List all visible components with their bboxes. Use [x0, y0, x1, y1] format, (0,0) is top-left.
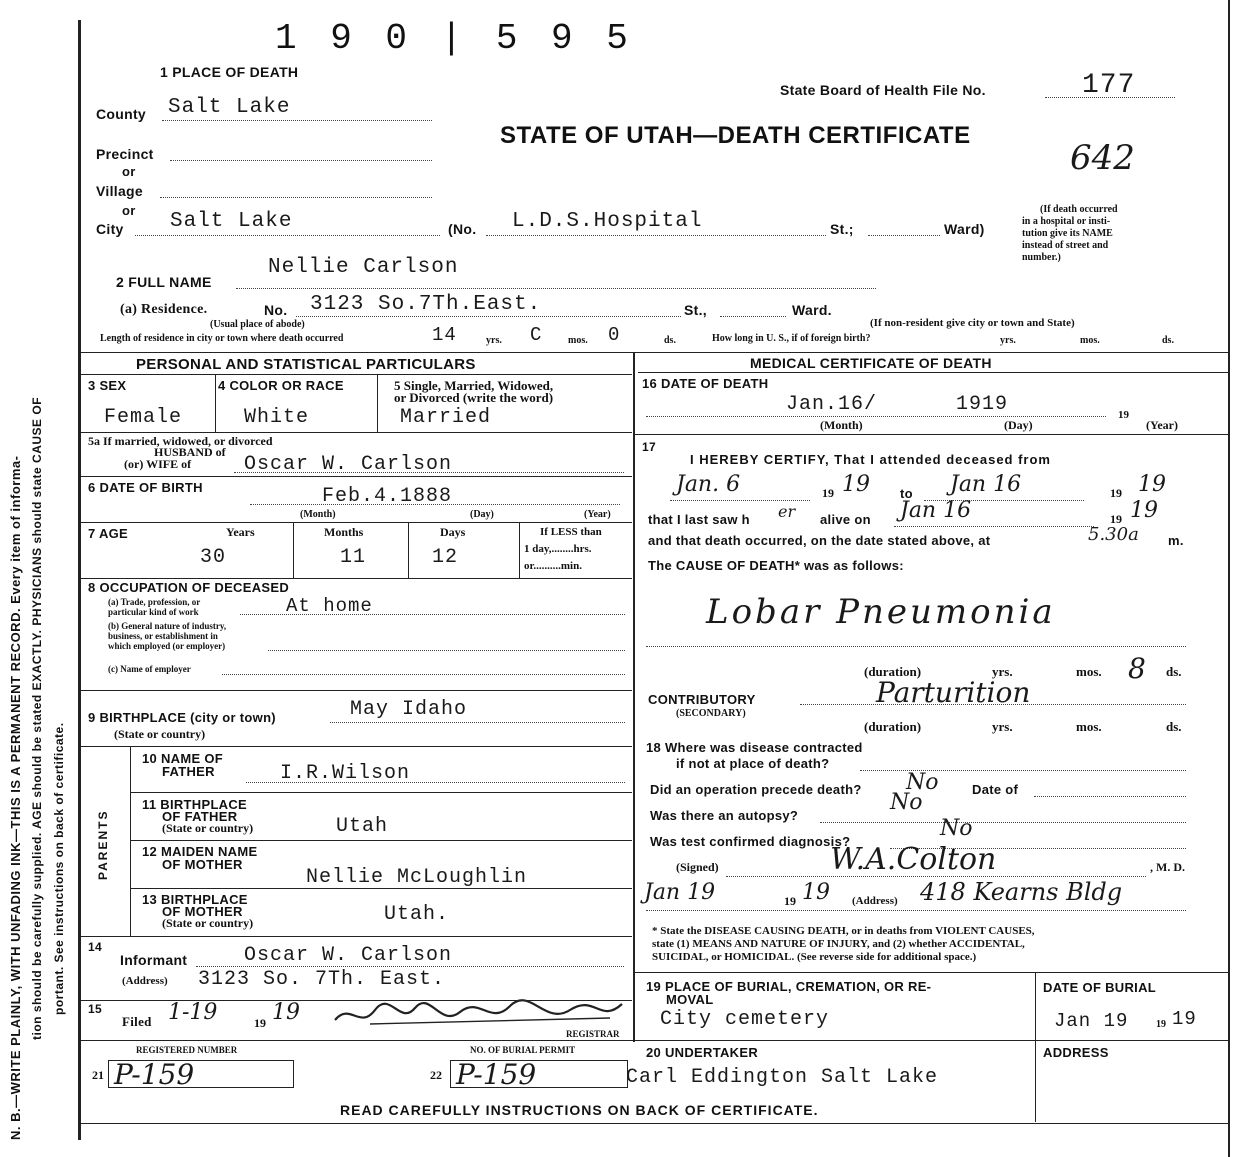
ds-label-2: ds. [1162, 335, 1174, 346]
occupation-c-label: (c) Name of employer [108, 664, 191, 674]
hospital-note-3: tution give its NAME [1022, 228, 1113, 239]
burial-date-label: DATE OF BURIAL [1043, 980, 1157, 995]
age-months-label: Months [324, 525, 364, 539]
length-residence-label: Length of residence in city or town where death occurred [100, 333, 344, 344]
occupation-b-label-1: (b) General nature of industry, [108, 621, 227, 631]
alive-on-19: 19 [1110, 512, 1122, 526]
operation-date-label: Date of [972, 782, 1019, 797]
date-of-death-year: 1919 [956, 393, 1009, 416]
birthplace-label: 9 BIRTHPLACE (city or town) [88, 710, 276, 725]
informant-address-label: (Address) [122, 975, 168, 987]
q18-label: 18 Where was disease contracted [646, 740, 863, 755]
duration-ds-1: ds. [1166, 664, 1182, 679]
occupation-a-label-1: (a) Trade, profession, or [108, 597, 201, 607]
ds-label: ds. [664, 335, 676, 346]
hospital-note-2: in a hospital or insti- [1022, 216, 1111, 227]
secondary-label: (SECONDARY) [676, 708, 746, 719]
full-name-label: 2 FULL NAME [116, 274, 212, 290]
attended-from: Jan. 6 [676, 472, 741, 497]
to-label: to [900, 486, 913, 501]
certificate-number: 1 9 0 | 5 9 5 [275, 18, 634, 59]
hospital-note-4: instead of street and [1022, 240, 1109, 251]
registrar-signature [330, 996, 630, 1032]
county-value: Salt Lake [168, 96, 291, 119]
burial-permit-value: P-159 [456, 1058, 537, 1091]
city-value: Salt Lake [170, 210, 293, 233]
duration-mos-1: mos. [1076, 664, 1102, 679]
usual-abode-label: (Usual place of abode) [210, 319, 305, 330]
spouse-value: Oscar W. Carlson [244, 453, 453, 476]
foreign-birth-label: How long in U. S., if of foreign birth? [712, 333, 871, 344]
sidebar-line-2: tion should be carefully supplied. AGE should be stated EXACTLY. PHYSICIANS should state CAUSE OF [30, 396, 44, 1040]
residence-st-label: St., [684, 302, 707, 318]
footnote-line-3: SUICIDAL, or HOMICIDAL. (See reverse side for additional space.) [652, 951, 977, 963]
bottom-border [78, 1123, 1228, 1124]
filed-number: 15 [88, 1002, 102, 1016]
operation-label: Did an operation precede death? [650, 782, 862, 797]
alive-on-year: 19 [1130, 498, 1158, 523]
right-border [1228, 0, 1230, 1157]
age-months-value: 11 [340, 546, 367, 569]
attended-to-19: 19 [1110, 486, 1122, 500]
mos-label: mos. [568, 335, 588, 346]
father-label-1: 10 NAME OF [142, 751, 224, 766]
nonresident-note: (If non-resident give city or town and State) [870, 317, 1075, 329]
registered-number-value: P-159 [114, 1058, 195, 1091]
footnote-line-1: * State the DISEASE CAUSING DEATH, or in deaths from VIOLENT CAUSES, [652, 925, 1035, 937]
residence-ward-label: Ward. [792, 302, 832, 318]
left-border [78, 20, 81, 1140]
dob-day-label: (Day) [470, 509, 494, 520]
age-label: 7 AGE [88, 526, 129, 541]
sex-value: Female [104, 406, 183, 429]
burial-place-label-2: MOVAL [666, 992, 714, 1007]
residence-days: 0 [608, 324, 621, 346]
father-value: I.R.Wilson [280, 762, 411, 785]
registered-number-field: 21 [92, 1068, 104, 1082]
md-label: , M. D. [1150, 860, 1185, 874]
residence-no-label: No. [264, 302, 288, 318]
burial-permit-label: NO. OF BURIAL PERMIT [470, 1045, 576, 1055]
filed-year-value: 19 [272, 1000, 300, 1025]
mother-birthplace-label-1: 13 BIRTHPLACE [142, 892, 248, 907]
date-of-death-value: Jan.16/ [786, 393, 878, 416]
birthplace-sub-label: (State or country) [114, 727, 206, 741]
father-birthplace-value: Utah [336, 815, 389, 838]
footer-instructions: READ CAREFULLY INSTRUCTIONS ON BACK OF CERTIFICATE. [340, 1102, 819, 1118]
file-no-value: 177 [1082, 70, 1136, 101]
spouse-label-2: HUSBAND of [154, 445, 226, 459]
color-value: White [244, 406, 310, 429]
confirm-label: Was test confirmed diagnosis? [650, 834, 851, 849]
occupation-label: 8 OCCUPATION OF DECEASED [88, 580, 290, 595]
informant-number: 14 [88, 940, 102, 954]
sign-year-value: 19 [802, 880, 830, 905]
sex-label: 3 SEX [88, 378, 127, 393]
mos-label-2: mos. [1080, 335, 1100, 346]
duration-label-2: (duration) [864, 719, 922, 734]
certify-number: 17 [642, 440, 656, 454]
mother-value: Nellie McLoughlin [306, 866, 528, 889]
last-saw-her: er [778, 502, 796, 521]
yrs-label: yrs. [486, 335, 502, 346]
mother-birthplace-label-3: (State or country) [162, 916, 254, 930]
precinct-label: Precinct [96, 146, 154, 162]
mother-birthplace-value: Utah. [384, 903, 450, 926]
file-no-label: State Board of Health File No. [780, 82, 986, 98]
age-less-label-1: If LESS than [540, 526, 602, 538]
dob-label: 6 DATE OF BIRTH [88, 480, 203, 495]
attended-from-year: 19 [842, 472, 870, 497]
contributory-value: Parturition [876, 676, 1031, 709]
marital-label-2: or Divorced (write the word) [394, 390, 554, 405]
death-occurred-label: and that death occurred, on the date stated above, at [648, 533, 991, 548]
age-years-label: Years [226, 525, 255, 539]
undertaker-label: 20 UNDERTAKER [646, 1045, 759, 1060]
county-label: County [96, 106, 147, 122]
or-label-1: or [122, 164, 136, 179]
duration-yrs-1: yrs. [992, 664, 1013, 679]
dob-month-label: (Month) [300, 509, 336, 520]
occupation-b-label-3: which employed (or employer) [108, 641, 226, 651]
spouse-label-3: (or) WIFE of [124, 457, 192, 471]
burial-place-label-1: 19 PLACE OF BURIAL, CREMATION, OR RE- [646, 979, 932, 994]
dob-value: Feb.4.1888 [322, 485, 453, 508]
footnote-line-2: state (1) MEANS AND NATURE OF INJURY, and (2) whether ACCIDENTAL, [652, 938, 1025, 950]
death-year-prefix: 19 [1118, 409, 1129, 421]
burial-year-label: 19 [1156, 1019, 1166, 1030]
informant-address-value: 3123 So. 7Th. East. [198, 968, 446, 991]
occupation-a-label-2: particular kind of work [108, 607, 199, 617]
village-label: Village [96, 183, 143, 199]
registered-number-label: REGISTERED NUMBER [136, 1045, 238, 1055]
death-month-label: (Month) [820, 418, 863, 432]
city-label: City [96, 221, 124, 237]
yrs-label-2: yrs. [1000, 335, 1016, 346]
age-less-label-3: or..........min. [524, 560, 582, 572]
birthplace-value: May Idaho [350, 698, 468, 721]
q18-sub-label: if not at place of death? [676, 756, 830, 771]
death-day-label: (Day) [1004, 418, 1033, 432]
filed-label: Filed [122, 1014, 152, 1029]
parents-side-label: PARENTS [96, 809, 110, 880]
certificate-title: STATE OF UTAH—DEATH CERTIFICATE [500, 122, 971, 149]
attended-to-year: 19 [1138, 472, 1166, 497]
duration-days-value: 8 [1128, 652, 1146, 685]
full-name-value: Nellie Carlson [268, 256, 459, 279]
dob-year-label: (Year) [584, 509, 611, 520]
date-of-death-label: 16 DATE OF DEATH [642, 376, 769, 391]
residence-label: (a) Residence. [120, 302, 208, 317]
age-years-value: 30 [200, 546, 227, 569]
spouse-label-1: 5a If married, widowed, or divorced [88, 434, 273, 448]
hospital-note-1: (If death occurred [1040, 204, 1118, 215]
filed-value: 1-19 [168, 1000, 218, 1025]
ward-label: Ward) [944, 221, 985, 237]
burial-permit-field: 22 [430, 1068, 442, 1082]
duration-ds-2: ds. [1166, 719, 1182, 734]
father-birthplace-label-1: 11 BIRTHPLACE [142, 797, 248, 812]
duration-label-1: (duration) [864, 664, 922, 679]
mother-label-2: OF MOTHER [162, 857, 243, 872]
street-label: St.; [830, 221, 854, 237]
sign-address-label: (Address) [852, 895, 898, 907]
or-label-2: or [122, 203, 136, 218]
duration-yrs-2: yrs. [992, 719, 1013, 734]
father-label-2: FATHER [162, 764, 215, 779]
hospital-value: L.D.S.Hospital [512, 210, 703, 233]
sidebar-line-1: N. B.—WRITE PLAINLY, WITH UNFADING INK—THIS IS A PERMANENT RECORD. Every item of informa- [8, 455, 23, 1140]
hospital-note-5: number.) [1022, 252, 1061, 263]
death-time-m-label: m. [1168, 533, 1184, 548]
contributory-label: CONTRIBUTORY [648, 692, 756, 707]
duration-mos-2: mos. [1076, 719, 1102, 734]
address-label: ADDRESS [1043, 1045, 1109, 1060]
residence-years: 14 [432, 324, 457, 346]
death-time: 5.30a [1088, 524, 1139, 545]
registrar-label: REGISTRAR [566, 1029, 620, 1039]
certify-text: I HEREBY CERTIFY, That I attended deceased from [690, 452, 1051, 467]
no-label: (No. [448, 221, 477, 237]
father-birthplace-label-3: (State or country) [162, 821, 254, 835]
undertaker-value: Carl Eddington Salt Lake [626, 1066, 939, 1089]
age-less-label-2: 1 day,........hrs. [524, 543, 592, 555]
mother-label-1: 12 MAIDEN NAME [142, 844, 258, 859]
sidebar-line-3: portant. See instructions on back of certificate. [52, 722, 66, 1015]
age-days-label: Days [440, 525, 466, 539]
marital-label-1: 5 Single, Married, Widowed, [394, 378, 554, 393]
place-of-death-label: 1 PLACE OF DEATH [160, 64, 299, 80]
father-birthplace-label-2: OF FATHER [162, 809, 238, 824]
cause-value: Lobar Pneumonia [706, 592, 1056, 632]
personal-section-title: PERSONAL AND STATISTICAL PARTICULARS [136, 356, 476, 373]
attended-to: Jan 16 [950, 472, 1022, 497]
signed-label: (Signed) [676, 860, 719, 874]
alive-on-value: Jan 16 [900, 498, 972, 523]
color-label: 4 COLOR OR RACE [218, 378, 344, 393]
sign-year-label: 19 [784, 894, 796, 908]
filed-year-label: 19 [254, 1016, 266, 1030]
burial-date-value: Jan 19 [1054, 1010, 1129, 1032]
burial-year-value: 19 [1172, 1008, 1197, 1030]
sign-address-value: 418 Kearns Bldg [920, 878, 1123, 906]
medical-section-title: MEDICAL CERTIFICATE OF DEATH [750, 355, 992, 371]
informant-value: Oscar W. Carlson [244, 944, 453, 967]
age-days-value: 12 [432, 546, 459, 569]
informant-label: Informant [120, 952, 188, 968]
center-divider [633, 352, 635, 1042]
last-saw-label: that I last saw h [648, 512, 750, 527]
autopsy-value: No [890, 790, 923, 815]
death-year-label: (Year) [1146, 418, 1178, 432]
signed-value: W.A.Colton [830, 842, 997, 877]
alive-on-label: alive on [820, 512, 871, 527]
confirm-value: No [940, 816, 973, 841]
attended-from-19: 19 [822, 486, 834, 500]
cause-label: The CAUSE OF DEATH* was as follows: [648, 558, 904, 573]
residence-value: 3123 So.7Th.East. [310, 293, 542, 316]
occupation-value: At home [286, 595, 373, 617]
residence-months: C [530, 324, 543, 346]
sign-date: Jan 19 [644, 880, 716, 905]
mother-birthplace-label-2: OF MOTHER [162, 904, 243, 919]
registered-no-handwritten: 642 [1070, 138, 1135, 178]
operation-value: No [906, 770, 939, 795]
burial-place-value: City cemetery [660, 1008, 830, 1031]
marital-value: Married [400, 406, 492, 429]
occupation-b-label-2: business, or establishment in [108, 631, 218, 641]
autopsy-label: Was there an autopsy? [650, 808, 799, 823]
